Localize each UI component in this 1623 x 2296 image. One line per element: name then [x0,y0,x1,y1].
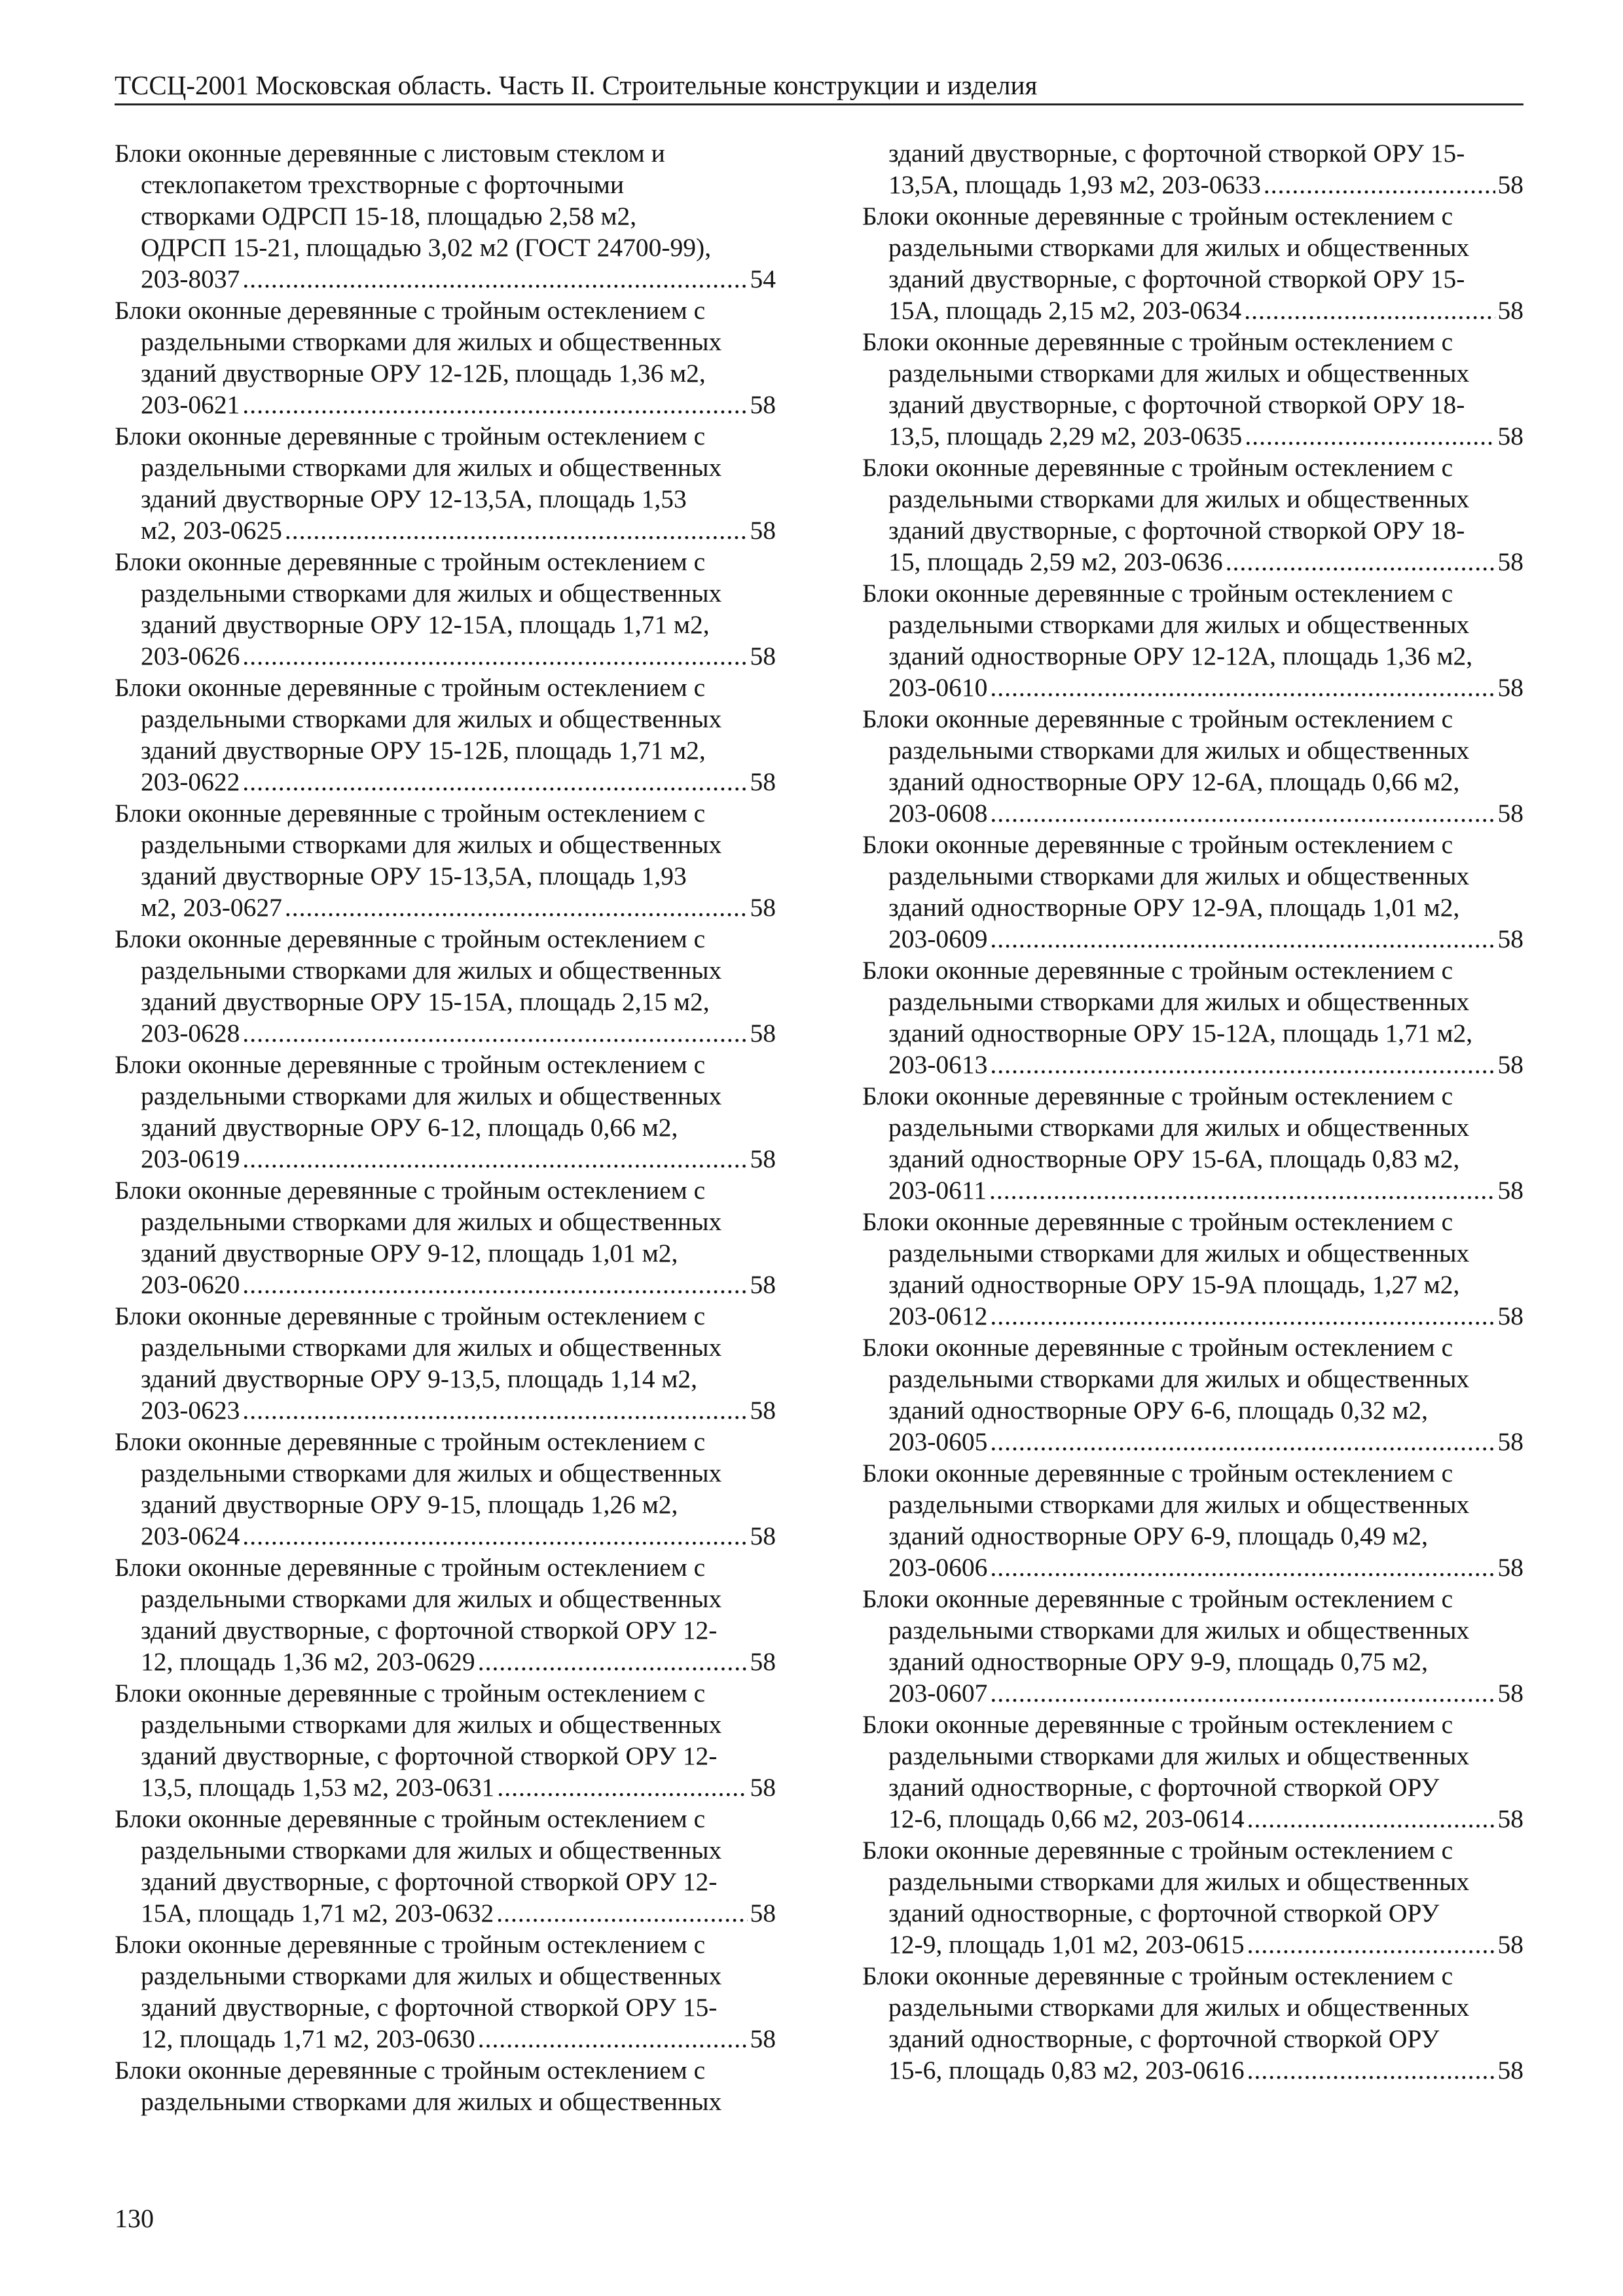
dot-leader [990,1426,1495,1457]
entry-text: 203-0619 [141,1144,240,1173]
dot-leader [1226,546,1495,577]
entry-text: 12, площадь 1,36 м2, 203-0629 [141,1647,475,1676]
entry-line: раздельными створками для жилых и общественных [888,359,1470,388]
entry-line: зданий двустворные ОРУ 15-13,5А, площадь 1,93 [141,862,687,890]
dot-leader [990,1300,1495,1332]
index-entry [862,1457,1523,1583]
entry-line [862,169,1523,200]
entry-line: Блоки оконные деревянные с тройным остеклением с [115,924,706,953]
entry-line: Блоки оконные деревянные с тройным остеклением с [115,1176,706,1205]
entry-line: раздельными створками для жилых и общественных [141,1710,722,1739]
entry-page-ref: 58 [750,642,776,670]
entry-line: Блоки оконные деревянные с тройным остеклением с [115,422,706,450]
index-entry [115,797,776,923]
entry-line [115,1772,776,1803]
entry-line [115,515,776,546]
index-entry [862,577,1523,703]
entry-page-ref: 58 [1497,924,1523,953]
page-number: 130 [115,2204,154,2233]
entry-text: 12-9, площадь 1,01 м2, 203-0615 [888,1930,1245,1959]
entry-text: 203-0628 [141,1019,240,1048]
entry-line: Блоки оконные деревянные с тройным остеклением с [115,1930,706,1959]
index-entry [115,1049,776,1175]
entry-line: раздельными створками для жилых и общественных [141,1459,722,1487]
index-entry [862,1834,1523,1960]
entry-line: зданий одностворные, с форточной створкой ОРУ [888,1899,1440,1927]
entry-line: зданий одностворные ОРУ 15-9А площадь, 1,27 м2, [888,1270,1460,1299]
entry-line: Блоки оконные деревянные с тройным остеклением с [115,799,706,828]
entry-text: 203-0624 [141,1522,240,1550]
entry-line: зданий одностворные, с форточной створкой ОРУ [888,1773,1440,1802]
entry-text: 12-6, площадь 0,66 м2, 203-0614 [888,1804,1245,1833]
entry-line: зданий двустворные, с форточной створкой ОРУ 12- [141,1616,718,1645]
dot-leader [1247,1803,1495,1834]
dot-leader [242,263,747,295]
entry-line [115,1520,776,1552]
entry-text: 13,5, площадь 1,53 м2, 203-0631 [141,1773,495,1802]
entry-line: раздельными створками для жилых и общественных [141,704,722,733]
entry-page-ref: 58 [1497,1679,1523,1707]
entry-line [115,1269,776,1300]
entry-line [862,546,1523,577]
entry-page-ref: 58 [750,2024,776,2053]
entry-line [115,389,776,420]
index-entry [115,923,776,1049]
entry-line [862,295,1523,326]
entry-line: Блоки оконные деревянные с тройным остеклением с [115,296,706,325]
entry-line [115,640,776,672]
entry-page-ref: 58 [750,1144,776,1173]
entry-line: раздельными створками для жилых и общественных [888,1239,1470,1267]
entry-line: раздельными створками для жилых и общественных [141,1836,722,1865]
entry-line: зданий двустворные, с форточной створкой ОРУ 12- [141,1741,718,1770]
entry-text: 203-0623 [141,1396,240,1425]
entry-line [115,1017,776,1049]
dot-leader [285,515,748,546]
entry-text: 15-6, площадь 0,83 м2, 203-0616 [888,2056,1245,2085]
entry-line: Блоки оконные деревянные с тройным остеклением с [862,830,1453,859]
entry-line: Блоки оконные деревянные с тройным остеклением с [115,1553,706,1582]
entry-line: Блоки оконные деревянные с тройным остеклением с [115,547,706,576]
entry-line: раздельными створками для жилых и общественных [141,1961,722,1990]
entry-line: Блоки оконные деревянные с тройным остеклением с [862,704,1453,733]
entry-page-ref: 58 [1497,296,1523,325]
entry-line: Блоки оконные деревянные с листовым стеклом и [115,139,665,168]
dot-leader [990,1677,1495,1709]
entry-line [115,1897,776,1929]
index-entry [115,546,776,672]
entry-line: зданий одностворные ОРУ 6-6, площадь 0,32 м2, [888,1396,1429,1425]
entry-line [862,1300,1523,1332]
entry-page-ref: 58 [1497,1302,1523,1330]
entry-line: раздельными створками для жилых и общественных [141,1333,722,1362]
dot-leader [242,640,747,672]
entry-line: раздельными створками для жилых и общественных [888,1616,1470,1645]
entry-text: 203-0611 [888,1176,987,1205]
entry-text: 203-0606 [888,1553,988,1582]
index-entry [115,295,776,420]
entry-line: Блоки оконные деревянные с тройным остеклением с [115,673,706,702]
dot-leader [990,1552,1495,1583]
entry-line: Блоки оконные деревянные с тройным остеклением с [115,1050,706,1079]
entry-line: раздельными створками для жилых и общественных [888,1113,1470,1142]
entry-line: Блоки оконные деревянные с тройным остеклением с [862,1459,1453,1487]
dot-leader [990,797,1495,829]
entry-line: Блоки оконные деревянные с тройным остеклением с [115,1804,706,1833]
index-entry [115,1552,776,1677]
entry-line: раздельными створками для жилых и общественных [888,484,1470,513]
entry-page-ref: 58 [1497,1804,1523,1833]
dot-leader [989,1175,1495,1206]
dot-leader [990,1049,1495,1080]
entry-line: зданий одностворные ОРУ 9-9, площадь 0,75 м2, [888,1647,1429,1676]
entry-line: зданий двустворные ОРУ 12-12Б, площадь 1,36 м2, [141,359,706,388]
index-entry [115,672,776,797]
entry-line: раздельными створками для жилых и общественных [141,2087,722,2116]
entry-page-ref: 58 [1497,673,1523,702]
entry-line [862,797,1523,829]
entry-text: 203-0621 [141,390,240,419]
entry-line: зданий двустворные, с форточной створкой ОРУ 12- [141,1867,718,1896]
entry-line: зданий двустворные ОРУ 15-12Б, площадь 1,71 м2, [141,736,706,765]
entry-line: створками ОДРСП 15-18, площадью 2,58 м2, [141,202,637,230]
entry-page-ref: 58 [750,1270,776,1299]
dot-leader [242,1520,747,1552]
entry-line [115,766,776,797]
entry-text: 203-0609 [888,924,988,953]
entry-page-ref: 58 [1497,1050,1523,1079]
entry-page-ref: 58 [750,1522,776,1550]
entry-line [115,263,776,295]
entry-line [115,2023,776,2054]
entry-line: раздельными створками для жилых и общественных [141,579,722,608]
entry-line: стеклопакетом трехстворные с форточными [141,170,625,199]
index-entry [115,137,776,295]
index-entry [115,2054,776,2117]
entry-line: раздельными створками для жилых и общественных [888,1993,1470,2022]
entry-line [862,2054,1523,2086]
index-entry [862,1583,1523,1709]
entry-line: Блоки оконные деревянные с тройным остеклением с [115,1427,706,1456]
entry-line: зданий двустворные ОРУ 12-15А, площадь 1,71 м2, [141,610,710,639]
entry-line [862,1552,1523,1583]
dot-leader [990,672,1495,703]
entry-line: раздельными створками для жилых и общественных [888,1490,1470,1519]
index-entry [862,1206,1523,1332]
entry-line [862,1677,1523,1709]
entry-text: 203-0607 [888,1679,988,1707]
index-entry [115,1426,776,1552]
entry-line: зданий одностворные ОРУ 12-9А, площадь 1,01 м2, [888,893,1460,922]
entry-line [862,1929,1523,1960]
entry-text: 203-0605 [888,1427,988,1456]
entry-text: 15, площадь 2,59 м2, 203-0636 [888,547,1223,576]
index-column-right [862,137,1523,2086]
entry-line: зданий двустворные ОРУ 6-12, площадь 0,66 м2, [141,1113,678,1142]
dot-leader [242,389,747,420]
entry-line: Блоки оконные деревянные с тройным остеклением с [862,1836,1453,1865]
dot-leader [242,1394,747,1426]
entry-text: 12, площадь 1,71 м2, 203-0630 [141,2024,475,2053]
entry-line: Блоки оконные деревянные с тройным остеклением с [862,453,1453,482]
entry-line: Блоки оконные деревянные с тройным остеклением с [862,1333,1453,1362]
index-entry [862,955,1523,1080]
index-entry [862,1332,1523,1457]
entry-page-ref: 58 [750,390,776,419]
entry-line: зданий одностворные ОРУ 6-9, площадь 0,49 м2, [888,1522,1429,1550]
entry-line: раздельными створками для жилых и общественных [888,862,1470,890]
entry-page-ref: 58 [1497,1176,1523,1205]
entry-line: раздельными створками для жилых и общественных [141,956,722,985]
running-header: ТССЦ-2001 Московская область. Часть II. Строительные конструкции и изделия [115,68,1523,105]
entry-line: раздельными створками для жилых и общественных [888,1741,1470,1770]
entry-line: зданий двустворные ОРУ 9-13,5, площадь 1,14 м2, [141,1364,698,1393]
dot-leader [1245,420,1495,452]
entry-page-ref: 58 [1497,1427,1523,1456]
entry-page-ref: 54 [750,264,776,293]
entry-line [862,1803,1523,1834]
entry-line: Блоки оконные деревянные с тройным остеклением с [862,1207,1453,1236]
index-entry [862,703,1523,829]
index-entry [862,137,1523,200]
dot-leader [285,892,748,923]
entry-text: 203-0612 [888,1302,988,1330]
dot-leader [478,2023,748,2054]
entry-line: зданий двустворные ОРУ 15-15А, площадь 2,15 м2, [141,987,710,1016]
entry-line: Блоки оконные деревянные с тройным остеклением с [862,1584,1453,1613]
entry-line [115,892,776,923]
entry-line: зданий одностворные ОРУ 15-12А, площадь 1,71 м2, [888,1019,1473,1048]
index-entry [115,1677,776,1803]
entry-line: зданий двустворные ОРУ 12-13,5А, площадь 1,53 [141,484,687,513]
dot-leader [242,1269,747,1300]
entry-text: 203-0613 [888,1050,988,1079]
entry-line: раздельными створками для жилых и общественных [888,1364,1470,1393]
entry-line: раздельными створками для жилых и общественных [141,830,722,859]
entry-line: раздельными створками для жилых и общественных [141,1584,722,1613]
entry-line: зданий двустворные, с форточной створкой ОРУ 15- [888,264,1465,293]
entry-text: 203-0626 [141,642,240,670]
index-entry [862,1960,1523,2086]
index-entry [862,452,1523,577]
entry-line: зданий двустворные, с форточной створкой ОРУ 15- [888,139,1465,168]
entry-line [115,1646,776,1677]
index-entry [115,1929,776,2054]
index-entry [115,1803,776,1929]
entry-line: зданий двустворные, с форточной створкой ОРУ 18- [888,516,1465,545]
entry-page-ref: 58 [750,1396,776,1425]
entry-line: зданий двустворные ОРУ 9-12, площадь 1,01 м2, [141,1239,678,1267]
dot-leader [242,1017,747,1049]
entry-text: 15А, площадь 2,15 м2, 203-0634 [888,296,1242,325]
entry-text: 13,5, площадь 2,29 м2, 203-0635 [888,422,1243,450]
entry-text: 203-0620 [141,1270,240,1299]
entry-page-ref: 58 [1497,1553,1523,1582]
index-entry [115,420,776,546]
dot-leader [242,1143,747,1175]
entry-line: зданий одностворные ОРУ 12-6А, площадь 0,66 м2, [888,767,1460,796]
entry-line: Блоки оконные деревянные с тройным остеклением с [862,579,1453,608]
entry-page-ref: 58 [750,1773,776,1802]
dot-leader [1247,1929,1495,1960]
entry-line [862,1426,1523,1457]
entry-line: зданий одностворные ОРУ 15-6А, площадь 0,83 м2, [888,1144,1460,1173]
entry-page-ref: 58 [750,1019,776,1048]
entry-line: Блоки оконные деревянные с тройным остеклением с [862,956,1453,985]
entry-page-ref: 58 [1497,799,1523,828]
entry-line: Блоки оконные деревянные с тройным остеклением с [862,1082,1453,1110]
entry-page-ref: 58 [750,1899,776,1927]
entry-text: 15А, площадь 1,71 м2, 203-0632 [141,1899,494,1927]
entry-line: раздельными створками для жилых и общественных [888,610,1470,639]
entry-page-ref: 58 [1497,170,1523,199]
entry-line [862,1049,1523,1080]
dot-leader [496,1897,747,1929]
index-entry [862,326,1523,452]
entry-page-ref: 58 [750,767,776,796]
entry-text: 13,5А, площадь 1,93 м2, 203-0633 [888,170,1261,199]
dot-leader [242,766,747,797]
dot-leader [990,923,1495,955]
entry-line: раздельными створками для жилых и общественных [141,1082,722,1110]
dot-leader [497,1772,747,1803]
index-entry [862,200,1523,326]
entry-line [115,1143,776,1175]
entry-line [862,672,1523,703]
entry-line: Блоки оконные деревянные с тройным остеклением с [115,2056,706,2085]
entry-line: раздельными створками для жилых и общественных [888,987,1470,1016]
index-column-left [115,137,776,2117]
entry-line: зданий двустворные, с форточной створкой ОРУ 15- [141,1993,718,2022]
dot-leader [1244,295,1495,326]
index-entry [115,1175,776,1300]
entry-page-ref: 58 [1497,547,1523,576]
entry-page-ref: 58 [1497,422,1523,450]
dot-leader [478,1646,748,1677]
entry-line: Блоки оконные деревянные с тройным остеклением с [862,1710,1453,1739]
dot-leader [1264,169,1495,200]
entry-line: раздельными створками для жилых и общественных [141,453,722,482]
dot-leader [1247,2054,1495,2086]
entry-text: 203-0608 [888,799,988,828]
entry-text: 203-0622 [141,767,240,796]
index-entry [115,1300,776,1426]
entry-line: раздельными створками для жилых и общественных [888,736,1470,765]
index-entry [862,1080,1523,1206]
index-entry [862,829,1523,955]
entry-line [862,420,1523,452]
entry-page-ref: 58 [750,1647,776,1676]
index-entry [862,1709,1523,1834]
entry-text: 203-0610 [888,673,988,702]
entry-line: зданий одностворные, с форточной створкой ОРУ [888,2024,1440,2053]
entry-line: зданий двустворные ОРУ 9-15, площадь 1,26 м2, [141,1490,678,1519]
entry-page-ref: 58 [1497,1930,1523,1959]
entry-text: м2, 203-0627 [141,893,282,922]
entry-line: Блоки оконные деревянные с тройным остеклением с [115,1302,706,1330]
entry-line: раздельными створками для жилых и общественных [141,327,722,356]
entry-line: зданий одностворные ОРУ 12-12А, площадь 1,36 м2, [888,642,1473,670]
entry-page-ref: 58 [1497,2056,1523,2085]
entry-line: Блоки оконные деревянные с тройным остеклением с [115,1679,706,1707]
entry-line [862,1175,1523,1206]
entry-page-ref: 58 [750,516,776,545]
entry-page-ref: 58 [750,893,776,922]
entry-text: м2, 203-0625 [141,516,282,545]
entry-line: раздельными створками для жилых и общественных [141,1207,722,1236]
entry-line [862,923,1523,955]
entry-line [115,1394,776,1426]
entry-line: раздельными створками для жилых и общественных [888,1867,1470,1896]
entry-line: Блоки оконные деревянные с тройным остеклением с [862,327,1453,356]
entry-line: зданий двустворные, с форточной створкой ОРУ 18- [888,390,1465,419]
entry-line: Блоки оконные деревянные с тройным остеклением с [862,1961,1453,1990]
entry-text: 203-8037 [141,264,240,293]
entry-line: Блоки оконные деревянные с тройным остеклением с [862,202,1453,230]
entry-line: ОДРСП 15-21, площадью 3,02 м2 (ГОСТ 24700-99), [141,233,712,262]
entry-line: раздельными створками для жилых и общественных [888,233,1470,262]
